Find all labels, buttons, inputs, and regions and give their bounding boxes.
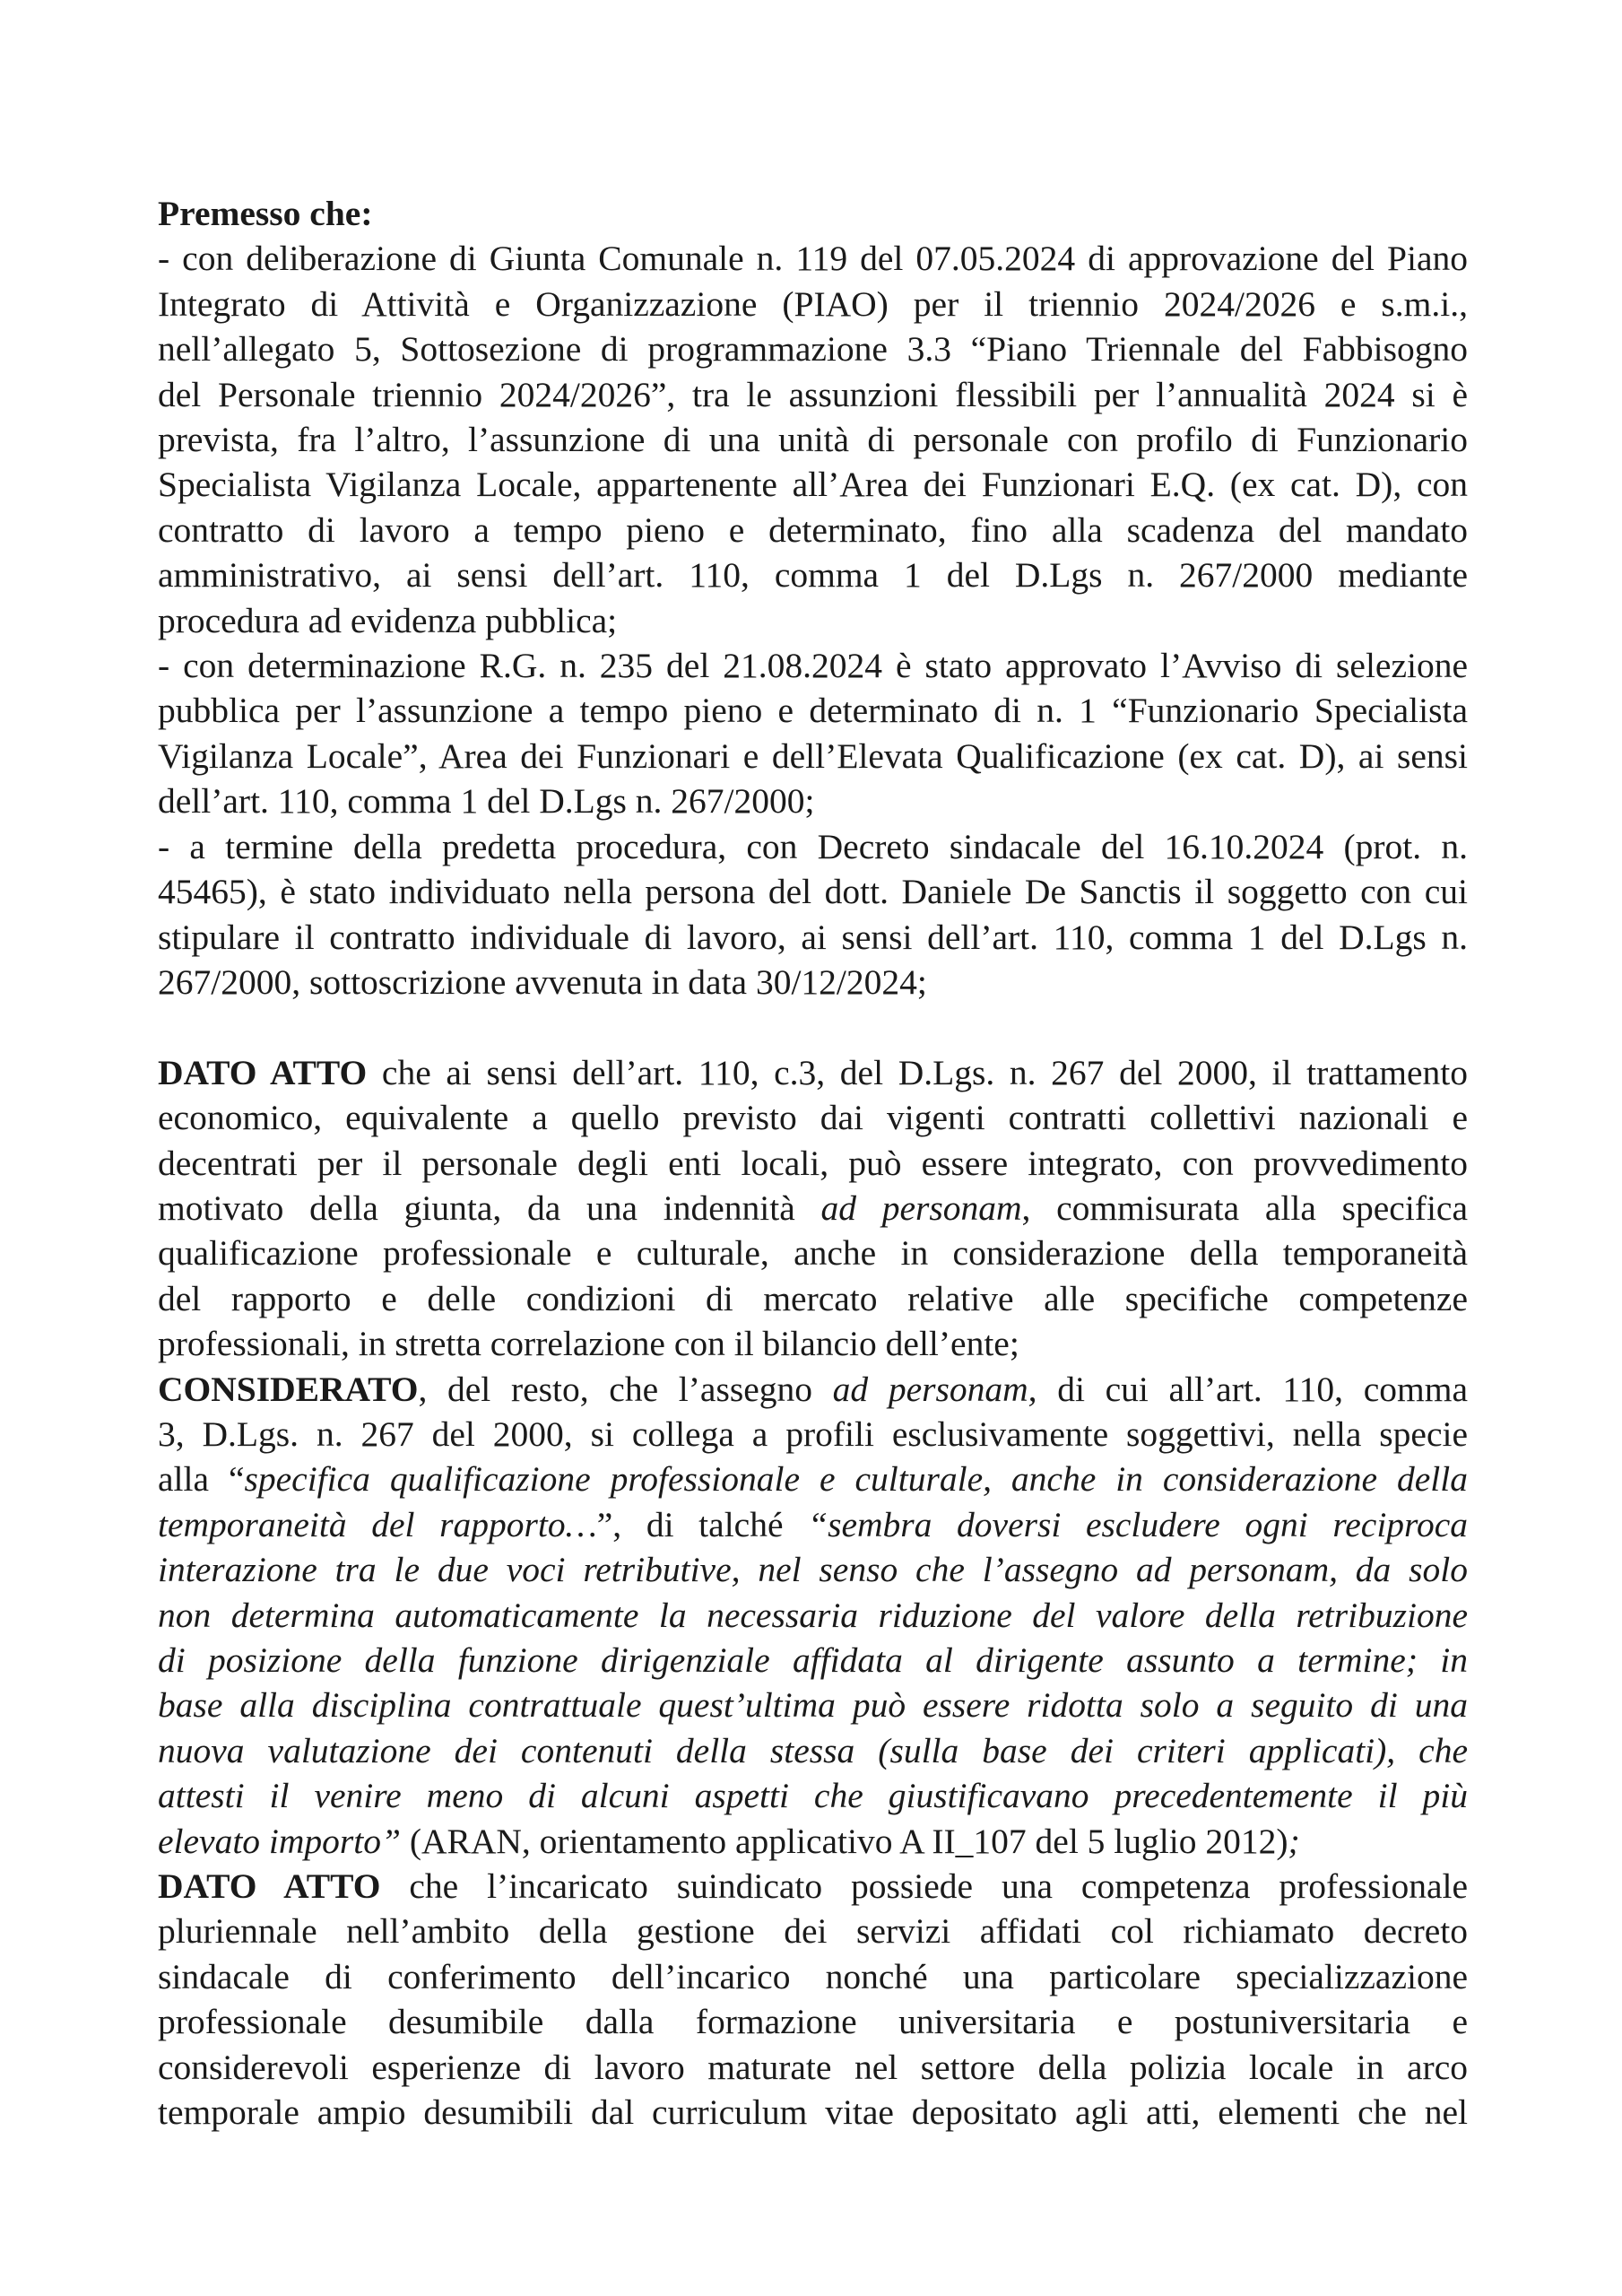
text-line: elevato importo” (ARAN, orientamento applicativo A II_107 del 5 luglio 2012); (158, 1821, 1300, 1861)
text-line: 45465), è stato individuato nella persona del dott. Daniele De Sanctis il soggetto con cui (158, 872, 1468, 912)
text-line: Specialista Vigilanza Locale, appartenente all’Area dei Funzionari E.Q. (ex cat. D), con (158, 465, 1468, 505)
text-line: sindacale di conferimento dell’incarico nonché una particolare specializzazione (158, 1956, 1468, 1996)
text-line: 267/2000, sottoscrizione avvenuta in data 30/12/2024; (158, 961, 927, 1002)
text-line: del rapporto e delle condizioni di mercato relative alle specifiche competenze (158, 1278, 1468, 1318)
text-line: - con deliberazione di Giunta Comunale n. 119 del 07.05.2024 di approvazione del Piano (158, 239, 1468, 279)
text-line: considerevoli esperienze di lavoro maturate nel settore della polizia locale in arco (158, 2047, 1468, 2087)
text-line: del Personale triennio 2024/2026”, tra le assunzioni flessibili per l’annualità 2024 si è (158, 374, 1468, 414)
text-line: dell’art. 110, comma 1 del D.Lgs n. 267/2000; (158, 781, 815, 822)
considerato-keyword: CONSIDERATO (158, 1369, 419, 1409)
text-line: temporaneità del rapporto…”, di talché “sembra doversi escludere ogni reciproca (158, 1504, 1468, 1544)
text-line: professionale desumibile dalla formazione universitaria e postuniversitaria e (158, 2002, 1468, 2042)
text-line: decentrati per il personale degli enti locali, può essere integrato, con provvedimento (158, 1143, 1468, 1183)
text-line: nuova valutazione dei contenuti della stessa (sulla base dei criteri applicati), che (158, 1730, 1468, 1770)
dato-atto-keyword: DATO ATTO (158, 1866, 381, 1907)
text-line: procedura ad evidenza pubblica; (158, 600, 618, 640)
text-line: alla “specifica qualificazione professionale e culturale, anche in considerazione della (158, 1459, 1469, 1500)
text-line: professionali, in stretta correlazione con il bilancio dell’ente; (158, 1324, 1019, 1364)
text-line: temporale ampio desumibili dal curriculum vitae depositato agli atti, elementi che nel (158, 2092, 1468, 2133)
premesso-heading: Premesso che: (158, 194, 373, 233)
text-line: stipulare il contratto individuale di lavoro, ai sensi dell’art. 110, comma 1 del D.Lgs n. (158, 917, 1468, 957)
text-line: pluriennale nell’ambito della gestione dei servizi affidati col richiamato decreto (158, 1911, 1468, 1952)
dato-atto-keyword: DATO ATTO (158, 1052, 368, 1092)
text-line: di posizione della funzione dirigenziale affidata al dirigente assunto a termine; in (158, 1639, 1468, 1680)
considerato-line: CONSIDERATO, del resto, che l’assegno ad personam, di cui all’art. 110, comma (158, 1369, 1468, 1409)
text-line: 3, D.Lgs. n. 267 del 2000, si collega a profili esclusivamente soggettivi, nella specie (158, 1413, 1468, 1454)
text-line: pubblica per l’assunzione a tempo pieno e determinato di n. 1 “Funzionario Specialista (158, 691, 1468, 731)
text-line: contratto di lavoro a tempo pieno e determinato, fino alla scadenza del mandato (158, 509, 1468, 550)
text-line: nell’allegato 5, Sottosezione di programmazione 3.3 “Piano Triennale del Fabbisogno (158, 329, 1468, 370)
text-line: amministrativo, ai sensi dell’art. 110, comma 1 del D.Lgs n. 267/2000 mediante (158, 555, 1468, 596)
text-line: Integrato di Attività e Organizzazione (PIAO) per il triennio 2024/2026 e s.m.i., (158, 283, 1468, 324)
text-line: base alla disciplina contrattuale quest’ultima può essere ridotta solo a seguito di una (158, 1685, 1468, 1726)
dato-atto-line: DATO ATTO che l’incaricato suindicato possiede una competenza professionale (158, 1866, 1468, 1907)
text-line: non determina automaticamente la necessaria riduzione del valore della retribuzione (158, 1595, 1468, 1635)
text-line: qualificazione professionale e culturale, anche in considerazione della temporaneità (158, 1233, 1468, 1274)
text-line: Vigilanza Locale”, Area dei Funzionari e dell’Elevata Qualificazione (ex cat. D), ai sensi (158, 735, 1468, 776)
text-line: attesti il venire meno di alcuni aspetti che giustificavano precedentemente il più (158, 1776, 1468, 1816)
dato-atto-line: DATO ATTO che ai sensi dell’art. 110, c.3, del D.Lgs. n. 267 del 2000, il trattamento (158, 1052, 1468, 1092)
text-line: - con determinazione R.G. n. 235 del 21.08.2024 è stato approvato l’Avviso di selezione (158, 646, 1468, 686)
text-line: - a termine della predetta procedura, con Decreto sindacale del 16.10.2024 (prot. n. (158, 826, 1468, 866)
text-line: interazione tra le due voci retributive, nel senso che l’assegno ad personam, da solo (158, 1550, 1468, 1590)
document-body (158, 191, 1468, 2135)
text-line: prevista, fra l’altro, l’assunzione di una unità di personale con profilo di Funzionario (158, 420, 1468, 460)
paragraph-gap (158, 1004, 1468, 1049)
text-line: motivato della giunta, da una indennità ad personam, commisurata alla specifica (158, 1187, 1468, 1228)
text-line: economico, equivalente a quello previsto dai vigenti contratti collettivi nazionali e (158, 1098, 1468, 1138)
